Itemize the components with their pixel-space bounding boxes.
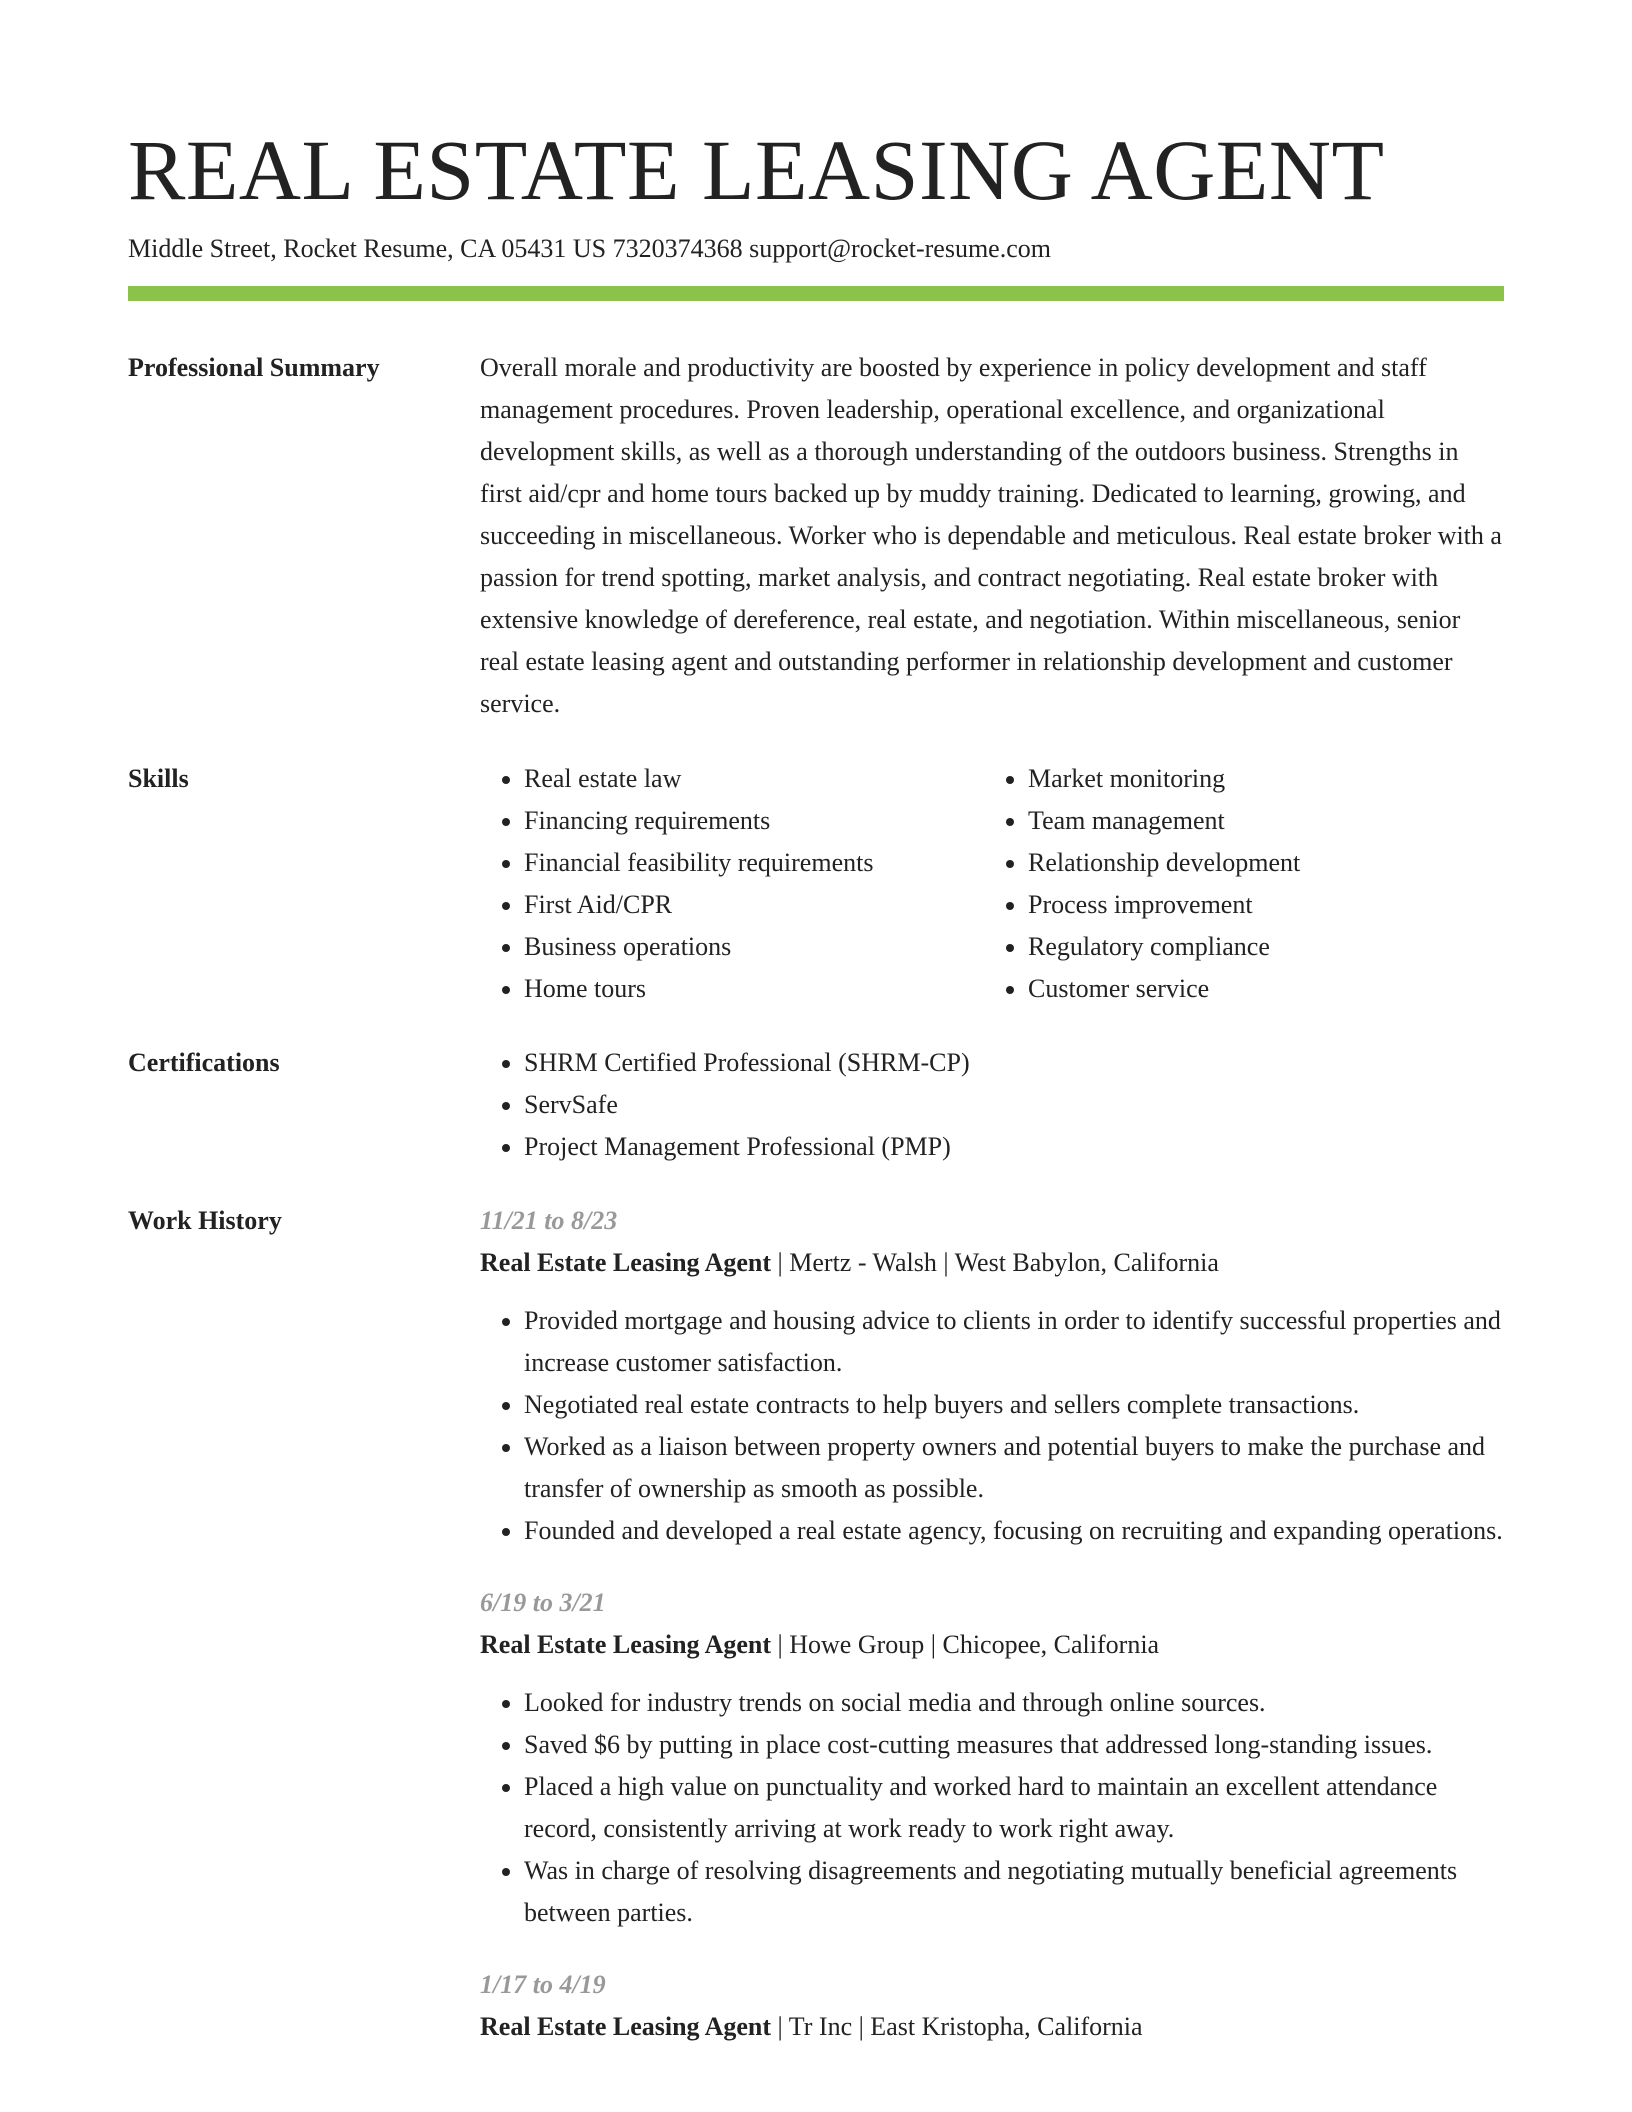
- resume-title: REAL ESTATE LEASING AGENT: [128, 122, 1385, 218]
- job-bullet: • Saved $6 by putting in place cost-cutting measures that addressed long-standing issues.: [524, 1724, 1504, 1766]
- job-dates: 6/19 to 3/21: [480, 1588, 606, 1617]
- job-details: | Tr Inc | East Kristopha, California: [771, 2012, 1143, 2041]
- skill-item: • Relationship development: [1028, 842, 1488, 884]
- skill-item: • Business operations: [524, 926, 984, 968]
- skills-content: [480, 758, 1504, 1010]
- skill-item: • Home tours: [524, 968, 984, 1010]
- skill-item: • Customer service: [1028, 968, 1488, 1010]
- job-title: Real Estate Leasing Agent: [480, 1630, 772, 1659]
- certifications-list: [480, 1042, 1504, 1168]
- summary-text: Overall morale and productivity are boosted by experience in policy development and staff management procedures. Proven leadership, operational excellence, and organizational development skills, as well as a thorough understanding of the outdoors business. Strengths in first aid/cpr and home tours backed up by muddy training. Dedicated to learning, growing, and succeeding in miscellaneous. Worker who is dependable and meticulous. Real estate broker with a passion for trend spotting, market analysis, and contract negotiating. Real estate broker with extensive knowledge of dereference, real estate, and negotiation. Within miscellaneous, senior real estate leasing agent and outstanding performer in relationship development and customer service.: [480, 353, 1502, 718]
- job-bullet: • Placed a high value on punctuality and worked hard to maintain an excellent attendance record, consistently arriving at work ready to work right away.: [524, 1766, 1504, 1850]
- job-details: | Mertz - Walsh | West Babylon, California: [771, 1248, 1219, 1277]
- skill-item: • Financing requirements: [524, 800, 984, 842]
- job-bullets: [480, 1682, 1504, 1934]
- section-label: Work History: [128, 1206, 282, 1235]
- skill-item: • Real estate law: [524, 758, 984, 800]
- job-details: | Howe Group | Chicopee, California: [771, 1630, 1160, 1659]
- skill-item: • Team management: [1028, 800, 1488, 842]
- job-bullet: • Was in charge of resolving disagreements and negotiating mutually beneficial agreements between parties.: [524, 1850, 1504, 1934]
- job-bullet: • Negotiated real estate contracts to help buyers and sellers complete transactions.: [524, 1384, 1504, 1426]
- job-bullets: [480, 1300, 1504, 1552]
- certification-item: • ServSafe: [524, 1084, 1504, 1126]
- summary-content: [480, 347, 1504, 725]
- job-title: Real Estate Leasing Agent: [480, 1248, 772, 1277]
- section-label: Professional Summary: [128, 353, 380, 382]
- skill-item: • Process improvement: [1028, 884, 1488, 926]
- section-label: Certifications: [128, 1048, 280, 1077]
- accent-divider: [128, 286, 1504, 301]
- job-title: Real Estate Leasing Agent: [480, 2012, 772, 2041]
- certification-item: • Project Management Professional (PMP): [524, 1126, 1504, 1168]
- job-bullet: • Worked as a liaison between property owners and potential buyers to make the purchase and transfer of ownership as smooth as possible.: [524, 1426, 1504, 1510]
- job-entry: [480, 1964, 1504, 2048]
- certification-item: • SHRM Certified Professional (SHRM-CP): [524, 1042, 1504, 1084]
- section-label: Skills: [128, 764, 189, 793]
- work-history-content: [480, 1200, 1504, 2078]
- skills-column-2: [984, 758, 1488, 1010]
- job-bullet: • Provided mortgage and housing advice to clients in order to identify successful properties and increase customer satisfaction.: [524, 1300, 1504, 1384]
- job-dates: 11/21 to 8/23: [480, 1206, 618, 1235]
- skill-item: • Regulatory compliance: [1028, 926, 1488, 968]
- skills-column-1: [480, 758, 984, 1010]
- job-heading: [480, 2006, 1504, 2048]
- job-bullet: • Looked for industry trends on social media and through online sources.: [524, 1682, 1504, 1724]
- job-heading: [480, 1242, 1504, 1284]
- contact-line: Middle Street, Rocket Resume, CA 05431 US 7320374368 support@rocket-resume.com: [128, 234, 1051, 263]
- skill-item: • Financial feasibility requirements: [524, 842, 984, 884]
- job-bullet: • Founded and developed a real estate agency, focusing on recruiting and expanding operations.: [524, 1510, 1504, 1552]
- job-dates: 1/17 to 4/19: [480, 1970, 606, 1999]
- job-heading: [480, 1624, 1504, 1666]
- job-entry: [480, 1200, 1504, 1552]
- certifications-content: [480, 1042, 1504, 1168]
- job-entry: [480, 1582, 1504, 1934]
- skill-item: • Market monitoring: [1028, 758, 1488, 800]
- skill-item: • First Aid/CPR: [524, 884, 984, 926]
